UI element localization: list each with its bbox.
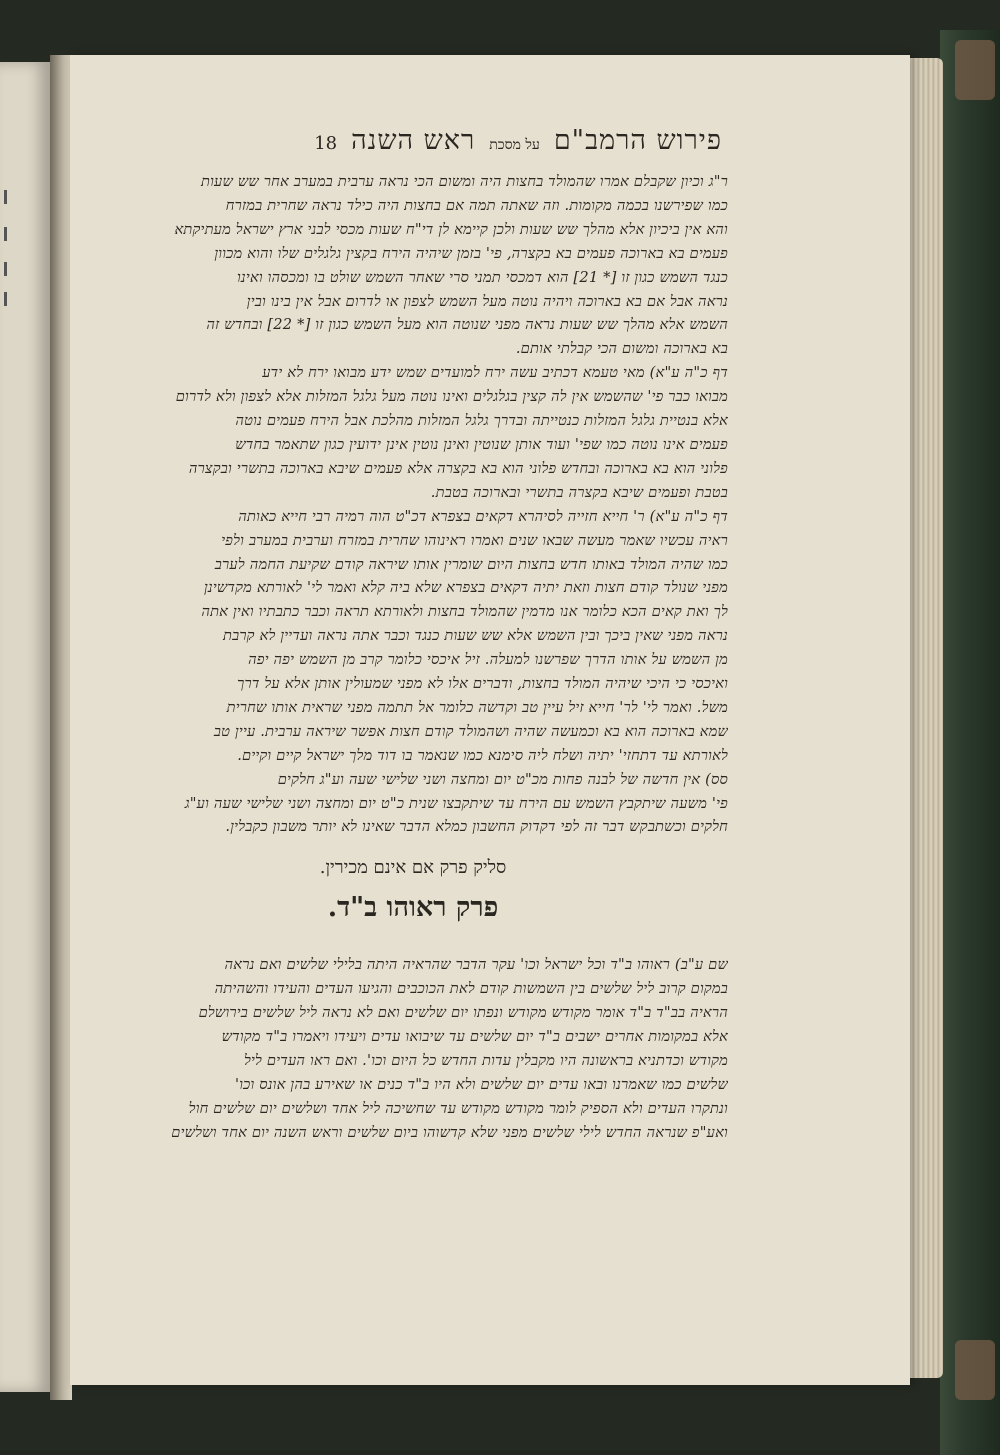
text-line: כמו שהיה המולד באותו חדש בחצות היום שומרין אותו שיראה קודם שקיעת החמה לערב [214, 555, 728, 573]
text-line: מפני שנולד קודם חצות וזאת יתיה דקאים בצפרא שלא ביה קלא ואמר לי' לאורתא מקדשינן [204, 579, 728, 597]
text-line: סס) אין חדשה של לבנה פחות מכ"ט יום ומחצה ושני שלישי שעה וע"ג חלקים [277, 770, 728, 788]
text-line: ואיכסי כי היכי שיהיה המולד בחצות, ודברים אלו לא מפני שמעולין אותן אלא על דרך [237, 675, 728, 693]
paragraph-block-1 [98, 170, 728, 361]
running-head-mid: על מסכת [489, 137, 540, 153]
paragraph-block-2 [98, 361, 728, 504]
text-line: בא בארוכה ומשום הכי קבלתי אותם. [515, 340, 728, 358]
cover-wear [955, 1340, 995, 1400]
chapter-closing: סליק פרק אם אינם מכירין. [319, 857, 507, 879]
text-line: מקודש וכדתניא בראשונה היו מקבלין עדות החדש כל היום וכו'. ואם ראו העדים ליל [243, 1052, 728, 1069]
running-head [98, 125, 728, 156]
paragraph-block-4 [98, 953, 728, 1144]
chapter-title: פרק ראוהו ב"ד. [327, 892, 499, 924]
text-line: דף כ"ה ע"א) ר' חייא חזייה לסיהרא דקאים בצפרא דכ"ט הוה רמיה רבי חייא כאותה [238, 507, 728, 525]
text-line: שלשים כמו שאמרנו ובאו עדים יום שלשים ולא היו ב"ד כנים או שאירע בהן אונס וכו' [234, 1075, 728, 1093]
text-line: בטבת ופעמים שיבא בקצרה בתשרי ובארוכה בטבת. [430, 483, 728, 501]
text-line: כמו שפירשנו בכמה מקומות. וזה שאתה תמה אם בחצות היה כילד נראה שחרית במזרח [225, 196, 728, 214]
text-line: ר"ג וכיון שקבלם אמרו שהמולד בחצות היה ומשום הכי נראה ערבית במערב אחר שש שעות [201, 173, 728, 190]
text-line: דף כ"ה ע"א) מאי טעמא דכתיב עשה ירח למועדים שמש ידע מבואו ירח לא ידע [262, 364, 728, 382]
page-number: 18 [314, 133, 338, 154]
text-line: כנגד השמש כגון זו [* 21] הוא דמכסי תמני סרי שאחר השמש שולט בו ומכסהו ואינו [236, 268, 728, 286]
text-line: ראיה עכשיו שאמר מעשה שבאו שנים ואמרו ראינוהו שחרית במזרח וערבית במערב ולפי [221, 531, 728, 549]
text-line: לך ואת קאים הכא כלומר אנו מדמין שהמולד בחצות ולאורתא תראה וכבר כתבתיו ואין אתה [201, 603, 728, 621]
text-line: במקום קרוב ליל שלשים בין השמשות קודם לאת הכוכבים והגיעו העדים והעידו והשהיתה [214, 980, 728, 998]
book-cover-edge [940, 30, 1000, 1455]
book-gutter [50, 55, 72, 1400]
text-line: אלא במקומות אחרים ישבים ב"ד יום שלשים עד שיבואו עדים ויעידו ויאמרו ב"ד מקודש [221, 1028, 728, 1046]
text-line: שם ע"ב) ראוהו ב"ד וכל ישראל וכו' עקר הדבר שהראיה היתה בלילי שלשים ואם נראה [224, 956, 728, 974]
running-head-title-right: פירוש הרמב"ם [553, 125, 722, 156]
text-line: מבואו כבר פי' שהשמש אין לה קצין בגלגלים ואינו נוטה מעל גלגל המזלות אלא לצפון ולא לדרום [175, 388, 728, 406]
text-line: פי' משעה שיתקבץ השמש עם הירח עד שיתקבצו שנית כ"ט יום ומחצה ושני שלישי שעה וע"ג [184, 794, 728, 812]
text-line: נראה אבל אם בא בארוכה ויהיה נוטה מעל השמש לצפון או לדרום אבל אין בינו ובין [246, 292, 728, 310]
text-line: פעמים אינו נוטה כמו שפי' ועוד אותן שנוטין ואינן נוטין אינן ידועין כגון שתאמר בחדש [235, 435, 728, 453]
text-line: ואע"פ שנראה החדש לילי שלשים מפני שלא קדשוהו ביום שלשים וראש השנה יום אחד ושלשים [171, 1123, 728, 1141]
text-line: נראה מפני שאין ביכך ובין השמש אלא שש שעות כנגד וכבר אתה נראה ועדיין לא קרבת [222, 627, 728, 645]
text-line: שמא בארוכה הוא בא וכמעשה שהיה ושהמולד קודם חצות אפשר שיראה ערבית. עיין טב [213, 722, 728, 740]
running-head-title-left: ראש השנה [351, 125, 476, 156]
text-line: אלא בנטיית גלגל המזלות כנטייתה ובדרך גלגל המזלות מהלכת אבל הירח פעמים נוטה [235, 412, 728, 430]
page-content [98, 125, 728, 1145]
book-page [70, 55, 910, 1385]
text-line: ונתקרו העדים ולא הספיק לומר מקודש מקודש עד שחשיכה ליל אחד ושלשים יום שלשים חול [188, 1099, 728, 1117]
text-line: הראיה בב"ד ב"ד אומר מקודש מקודש ונפתו יום שלשים ואם לא נראה ליל שלשים בירושלם [198, 1004, 728, 1022]
text-line: והא אין ביכיון אלא מהלך שש שעות ולכן קיימא לן די"ח שעות מכסי לבני ארץ ישראל מעתיקתא [174, 220, 728, 238]
text-line: חלקים וכשתבקש דבר זה לפי דקדוק החשבון כמלא הדבר שאינו לא יותר משבון כקבלין. [225, 818, 728, 836]
text-line: פלוני הוא בא בארוכה ובחדש פלוני הוא בא בקצרה אלא פעמים שיבא בארוכה בתשרי ובקצרה [188, 459, 728, 477]
text-line: משל. ואמר לי' לר' חייא זיל עיין טב וקדשה כלומר אל תתמה מפני שראית אותו שחרית [226, 698, 728, 716]
text-line: פעמים בא בארוכה פעמים בא בקצרה, פי' בזמן שיהיה הירח בקצין גלגלים שלו והוא מכוון [214, 244, 728, 262]
cover-wear [955, 40, 995, 100]
text-line: לאורתא עד דתחזי' יתיה ושלח ליה סימנא כמו שנאמר בו דוד מלך ישראל קיים וקיים. [237, 746, 728, 764]
text-line: השמש אלא מהלך שש שעות נראה מפני שנוטה הוא מעל השמש כגון זו [* 22] ובחדש זה [206, 316, 728, 334]
paragraph-block-3 [98, 505, 728, 840]
facing-page-edge [0, 62, 50, 1392]
text-line: מן השמש על אותו הדרך שפרשנו למעלה. זיל איכסי כלומר קרב מן השמש יפה יפה [248, 651, 728, 669]
